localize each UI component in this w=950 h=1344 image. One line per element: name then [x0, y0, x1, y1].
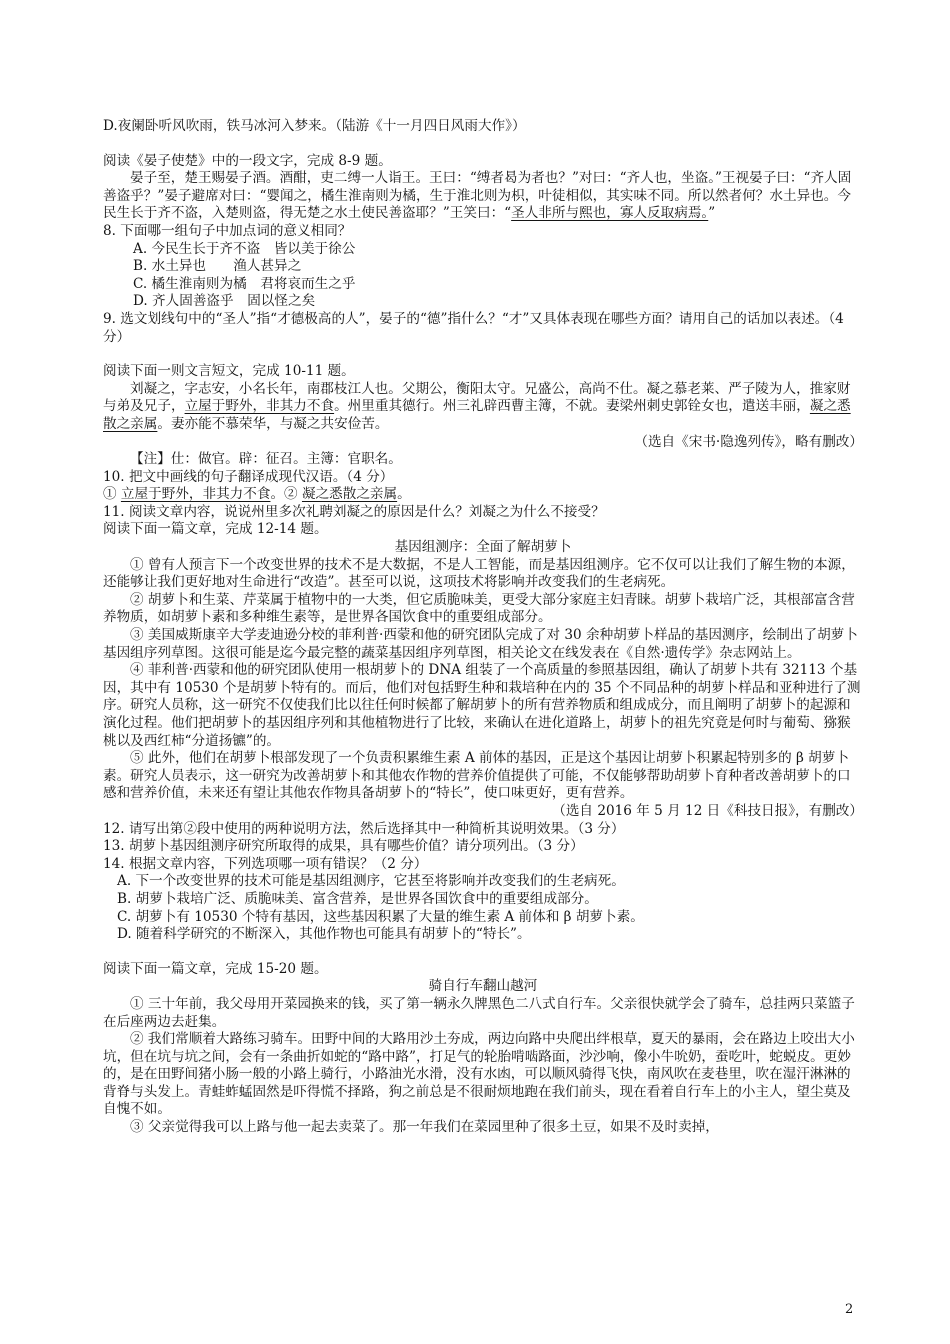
source-note: （选自 2016 年 5 月 12 日《科技日报》，有删改）: [552, 802, 863, 819]
q14-option-a: A. 下一个改变世界的技术可能是基因组测序，它甚至将影响并改变我们的生老病死。: [117, 873, 625, 890]
source-note: （选自《宋书·隐逸列传》，略有删改）: [634, 433, 863, 450]
q8-option-b: B. 水土异也 渔人甚异之: [133, 258, 302, 275]
question-10: 10. 把文中画线的句子翻译成现代汉语。（4 分）: [103, 468, 394, 485]
intro-line: D.夜阑卧听风吹雨，铁马冰河入梦来。（陆游《十一月四日风雨大作》）: [103, 118, 526, 134]
article-paragraph: ① 曾有人预言下一个改变世界的技术不是大数据，不是人工智能，而是基因组测序。它不仅可以让我们了解生物的本源，还能够让我们更好地对生命进行“改造”。甚至可以说，这项技术将影响并改变我们的生老病死。: [103, 556, 855, 591]
passage-liu-ningzhi: 刘凝之，字志安，小名长年，南郡枝江人也。父期公，衡阳太守。兄盛公，高尚不仕。凝之慕老莱、严子陵为人，推家财与弟及兄子，立屋于野外，非其力不食。州里重其德行。州三礼辟西曹主簿，不就。妻梁州刺史郭铨女也，遣送丰丽，凝之悉散之亲属。妻亦能不慕荣华，与凝之共安俭苦。: [103, 380, 851, 432]
q14-option-c: C. 胡萝卜有 10530 个特有基因，这些基因积累了大量的维生素 A 前体和 β 胡萝卜素。: [117, 908, 644, 925]
article-paragraph: ① 三十年前，我父母用开菜园换来的钱，买了第一辆永久牌黑色二八式自行车。父亲很快就学会了骑车，总挂两只菜篮子在后座两边去赶集。: [103, 995, 855, 1030]
section-bicycle: [103, 961, 863, 1137]
article-paragraph: ② 胡萝卜和生菜、芹菜属于植物中的一大类，但它质脆味美，更受大部分家庭主妇青睐。胡萝卜栽培广泛，其根部富含营养物质，如胡萝卜素和多种维生素等，是世界各国饮食中的重要组成部分。: [103, 591, 855, 626]
q8-option-a: A. 今民生长于齐不盗 皆以美于徐公: [133, 240, 356, 257]
passage-yanzi: 晏子至，楚王赐晏子酒。酒酣，吏二缚一人诣王。王曰：“缚者曷为者也？”对曰：“齐人也，坐盗。”王视晏子曰：“齐人固善盗乎？”晏子避席对曰：“婴闻之，橘生淮南则为橘，生于淮北则为枳，叶徒相似，其实味不同。所以然者何？水土异也。今民生长于齐不盗，入楚则盗，得无楚之水土使民善盗耶？”王笑曰：“圣人非所与熙也，寡人反取病焉。”: [103, 170, 852, 222]
article-paragraph: ② 我们常顺着大路练习骑车。田野中间的大路用沙土夯成，两边向路中央爬出绊根草，夏天的暴雨，会在路边上咬出大小坑，但在坑与坑之间，会有一条曲折如蛇的“路中路”，打足气的轮胎啃啮路面，沙沙响，像小牛吮奶，蚕吃叶，蛇蜕皮。更妙的，是在田野间猪小肠一般的小路上骑行，小路油光水滑，没有水凼，可以顺风骑得飞快，南风吹在麦巷里，吹在湿汗淋淋的背脊与头发上。青蛙蚱蜢固然是吓得慌不择路，狗之前总是不很耐烦地跑在我们前头，现在看着自行车上的小主人，望尘莫及自愧不如。: [103, 1031, 855, 1118]
question-13: 13. 胡萝卜基因组测序研究所取得的成果，具有哪些价值？请分项列出。（3 分）: [103, 838, 584, 855]
q14-option-d: D. 随着科学研究的不断深入，其他作物也可能具有胡萝卜的“特长”。: [117, 926, 531, 943]
underlined-sentence: 圣人非所与熙也，寡人反取病焉。: [511, 205, 709, 222]
section-heading: 阅读下面一篇文章，完成 15-20 题。: [103, 960, 328, 977]
section-liu-ningzhi: [103, 363, 863, 521]
article-paragraph: ④ 菲利普·西蒙和他的研究团队使用一根胡萝卜的 DNA 组装了一个高质量的参照基因组，确认了胡萝卜共有 32113 个基因，其中有 10530 个是胡萝卜特有的。而后，他们对包括野生种和栽培种在内的 35 个不同品种的胡萝卜样品和亚种进行了测序。研究人员称，这一研究不仅使我们比以往任何时候都了解胡萝卜的所有营养物质和组成成分，而且阐明了胡萝卜的起源和演化过程。他们把胡萝卜的基因组序列和其他植物进行了比较，来确认在进化道路上，胡萝卜的祖先究竟是何时与葡萄、猕猴桃以及西红柿“分道扬镳”的。: [103, 662, 861, 749]
page-number: 2: [845, 1302, 854, 1317]
question-11: 11. 阅读文章内容，说说州里多次礼聘刘凝之的原因是什么？刘凝之为什么不接受？: [103, 503, 605, 520]
section-carrot: [103, 521, 863, 943]
article-paragraph: ③ 父亲觉得我可以上路与他一起去卖菜了。那一年我们在菜园里种了很多土豆，如果不及时卖掉，: [130, 1119, 719, 1136]
section-heading: 阅读下面一则文言短文，完成 10-11 题。: [103, 363, 355, 380]
q8-option-d: D. 齐人固善盗乎 固以怪之矣: [133, 293, 316, 310]
question-8: 8. 下面哪一组句子中加点词的意义相同？: [103, 222, 352, 239]
exam-page: [103, 118, 863, 1137]
question-12: 12. 请写出第②段中使用的两种说明方法，然后选择其中一种简析其说明效果。（3 分）: [103, 820, 625, 837]
section-yanzi: [103, 153, 863, 347]
q14-option-b: B. 胡萝卜栽培广泛、质脆味美、富含营养，是世界各国饮食中的重要组成部分。: [117, 890, 598, 907]
question-10-sentences: ① 立屋于野外，非其力不食。② 凝之悉散之亲属。: [103, 486, 411, 503]
section-heading: 阅读下面一篇文章，完成 12-14 题。: [103, 521, 328, 538]
question-9: 9. 选文划线句中的“圣人”指“才德极高的人”，晏子的“德”指什么？“才”又具体表现在哪些方面？请用自己的话加以表述。（4 分）: [103, 310, 844, 345]
annotation: 【注】仕：做官。辟：征召。主簿：官职名。: [130, 451, 402, 468]
article-title: 骑自行车翻山越河: [428, 978, 538, 995]
article-paragraph: ⑤ 此外，他们在胡萝卜根部发现了一个负责积累维生素 A 前体的基因，正是这个基因让胡萝卜积累起特别多的 β 胡萝卜素。研究人员表示，这一研究为改善胡萝卜和其他农作物的营养价值提供了可能，不仅能够帮助胡萝卜育种者改善胡萝卜的口感和营养价值，未来还有望让其他农作物具备胡萝卜的“特长”，使口味更好，更有营养。: [103, 750, 851, 802]
underlined-sentence-1: 立屋于野外，非其力不食: [184, 398, 335, 415]
q8-option-c: C. 橘生淮南则为橘 君将哀而生之乎: [133, 275, 356, 292]
underlined-sentence-2: 凝之悉散之亲属: [103, 398, 851, 432]
section-heading: 阅读《晏子使楚》中的一段文字，完成 8-9 题。: [103, 152, 392, 169]
article-title: 基因组测序：全面了解胡萝卜: [394, 539, 572, 556]
article-paragraph: ③ 美国威斯康辛大学麦迪逊分校的菲利普·西蒙和他的研究团队完成了对 30 余种胡萝卜样品的基因测序，绘制出了胡萝卜基因组序列草图。这很可能是迄今最完整的蔬菜基因组序列草图，相关论文在线发表在《自然·遗传学》杂志网站上。: [103, 627, 858, 661]
question-14: 14. 根据文章内容，下列选项哪一项有错误？（2 分）: [103, 855, 428, 872]
